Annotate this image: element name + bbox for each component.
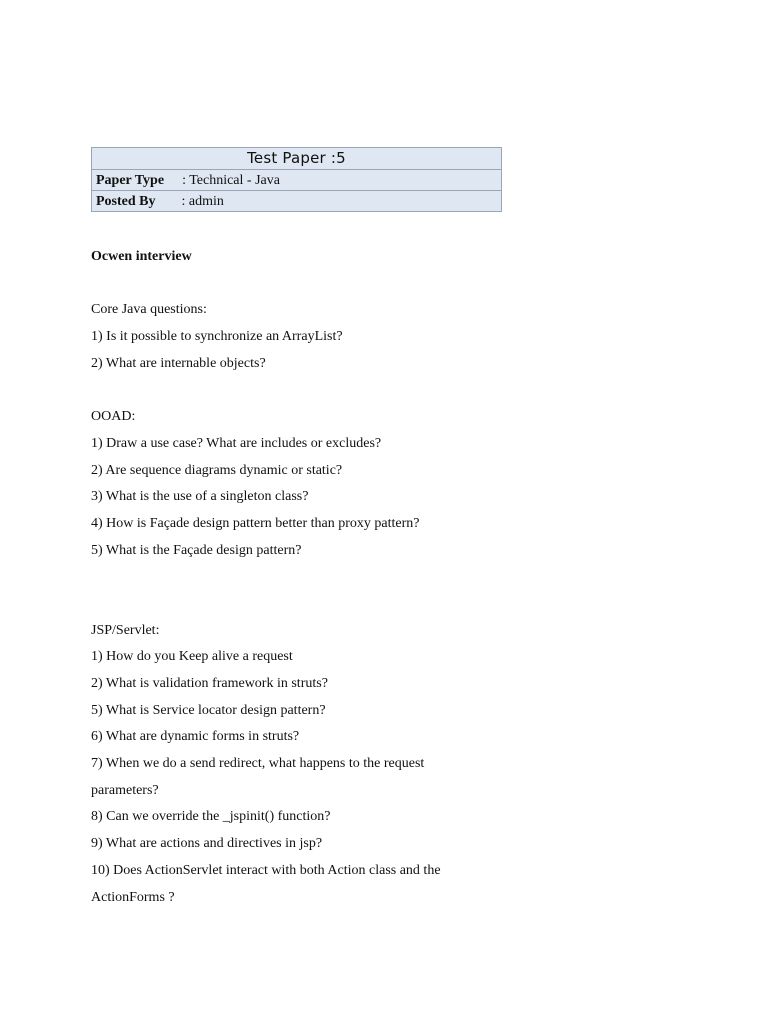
posted-by-row [92, 191, 502, 212]
section-jsp-servlet [91, 618, 511, 912]
paper-title-row [92, 148, 502, 170]
paper-type-value: : Technical - Java [182, 172, 280, 188]
question-line: parameters? [91, 782, 159, 798]
question-line: 10) Does ActionServlet interact with both Action class and the [91, 862, 441, 878]
question-line: 1) Draw a use case? What are includes or excludes? [91, 435, 382, 451]
section-title: OOAD: [91, 409, 136, 425]
paper-type-label: Paper Type [96, 172, 165, 188]
section-title: Core Java questions: [91, 302, 207, 318]
paper-type-row [92, 170, 502, 191]
paper-title: Test Paper :5 [92, 148, 502, 170]
question-line: 1) How do you Keep alive a request [91, 649, 293, 665]
question-line: 2) What are internable objects? [91, 355, 266, 371]
question-line: 9) What are actions and directives in jsp? [91, 836, 323, 852]
question-line: 5) What is the Façade design pattern? [91, 542, 302, 558]
section-title: JSP/Servlet: [91, 622, 160, 638]
paper-type-cell [92, 170, 502, 191]
posted-by-cell [92, 191, 502, 212]
question-line: 5) What is Service locator design pattern? [91, 702, 326, 718]
question-line: ActionForms ? [91, 889, 175, 905]
posted-by-value: : admin [181, 193, 224, 209]
spacer [91, 591, 511, 618]
spacer [91, 377, 511, 404]
section-ooad [91, 404, 511, 564]
article-body [91, 244, 511, 911]
posted-by-label: Posted By [96, 193, 156, 209]
spacer [91, 564, 511, 591]
question-line: 2) Are sequence diagrams dynamic or static? [91, 462, 343, 478]
question-line: 2) What is validation framework in struts? [91, 676, 328, 691]
section-core-java [91, 297, 511, 377]
question-line: 1) Is it possible to synchronize an ArrayList? [91, 329, 343, 345]
question-line: 3) What is the use of a singleton class? [91, 489, 309, 505]
article-heading: Ocwen interview [91, 249, 192, 264]
spacer [91, 271, 511, 298]
paper-info-table [91, 147, 502, 212]
question-line: 6) What are dynamic forms in struts? [91, 729, 300, 745]
question-line: 4) How is Façade design pattern better than proxy pattern? [91, 515, 420, 531]
question-line: 8) Can we override the _jspinit() function? [91, 809, 331, 825]
question-line: 7) When we do a send redirect, what happens to the request [91, 756, 425, 772]
